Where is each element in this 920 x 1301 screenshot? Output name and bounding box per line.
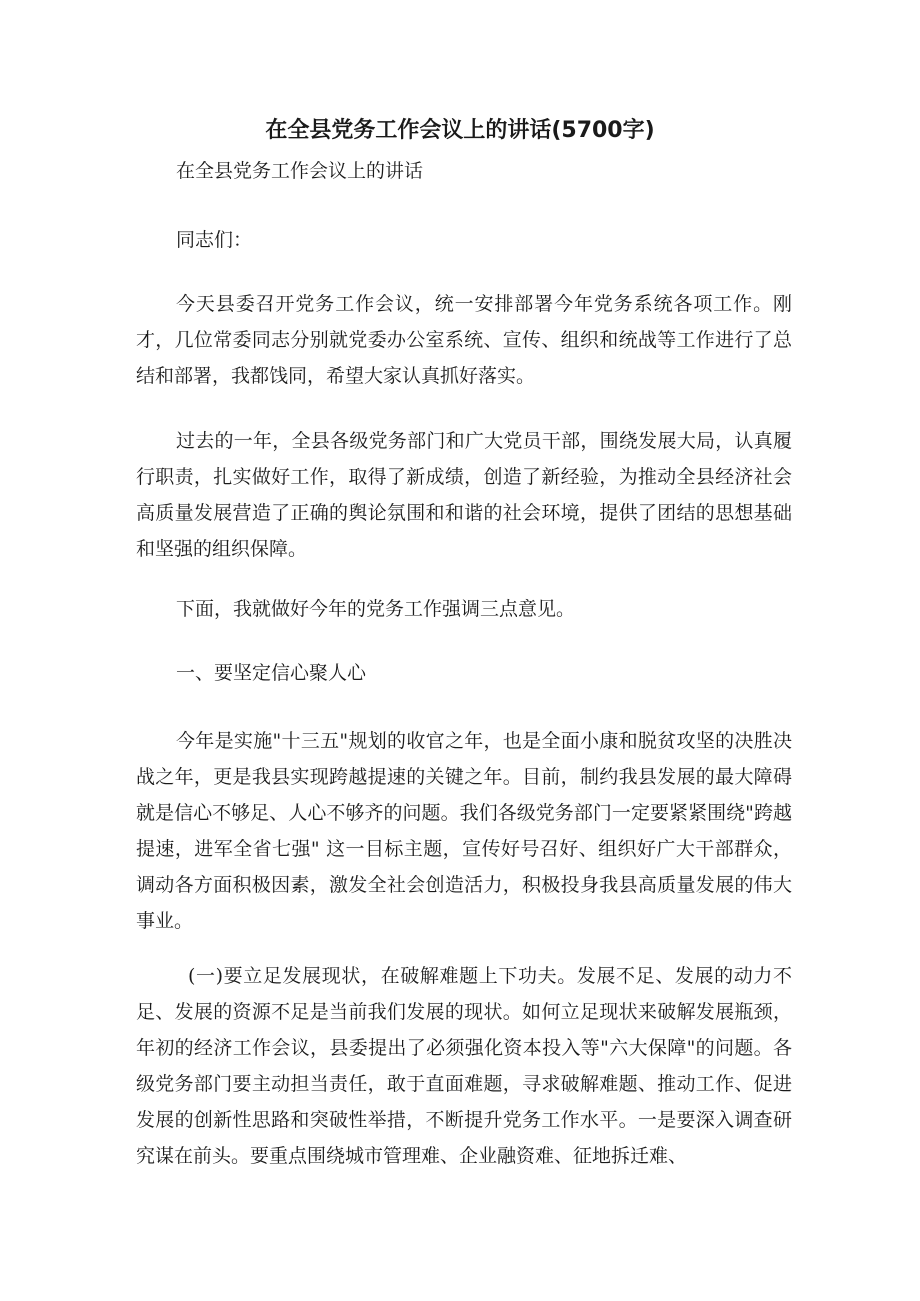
paragraph-transition: 下面，我就做好今年的党务工作强调三点意见。	[176, 598, 576, 620]
document-title: 在全县党务工作会议上的讲话(5700字)	[265, 118, 655, 143]
section-paragraph: 今年是实施"十三五"规划的收官之年，也是全面小康和脱贫攻坚的决胜决战之年，更是我县实现跨越提速的关键之年。目前，制约我县发展的最大障碍就是信心不够足、人心不够齐的问题。我们各级党务部门一定要紧紧围绕"跨越提速，进军全省七强" 这一目标主题，宣传好号召好、组织好广大干部群众，调动各方面积极因素，激发全社会创造活力，积极投身我县高质量发展的伟大事业。	[136, 730, 792, 932]
paragraph-review: 过去的一年，全县各级党务部门和广大党员干部，围绕发展大局，认真履行职责，扎实做好工作，取得了新成绩，创造了新经验，为推动全县经济社会高质量发展营造了正确的舆论氛围和和谐的社会环境，提供了团结的思想基础和坚强的组织保障。	[136, 430, 792, 560]
document-subtitle: 在全县党务工作会议上的讲话	[176, 160, 424, 182]
paragraph-opening: 今天县委召开党务工作会议，统一安排部署今年党务系统各项工作。刚才，几位常委同志分别就党委办公室系统、宣传、组织和统战等工作进行了总结和部署，我都饯同，希望大家认真抓好落实。	[136, 293, 792, 387]
subsection-paragraph: (一)要立足发展现状，在破解难题上下功夫。发展不足、发展的动力不足、发展的资源不足是当前我们发展的现状。如何立足现状来破解发展瓶颈，年初的经济工作会议，县委提出了必须强化资本投入等"六大保障"的问题。各级党务部门要主动担当责任，敢于直面难题，寻求破解难题、推动工作、促进发展的创新性思路和突破性举措，不断提升党务工作水平。一是要深入调查研究谋在前头。要重点围绕城市管理难、企业融资难、征地拆迁难、	[136, 965, 792, 1167]
salutation: 同志们：	[176, 229, 253, 251]
section-heading: 一、要坚定信心聚人心	[176, 662, 367, 684]
